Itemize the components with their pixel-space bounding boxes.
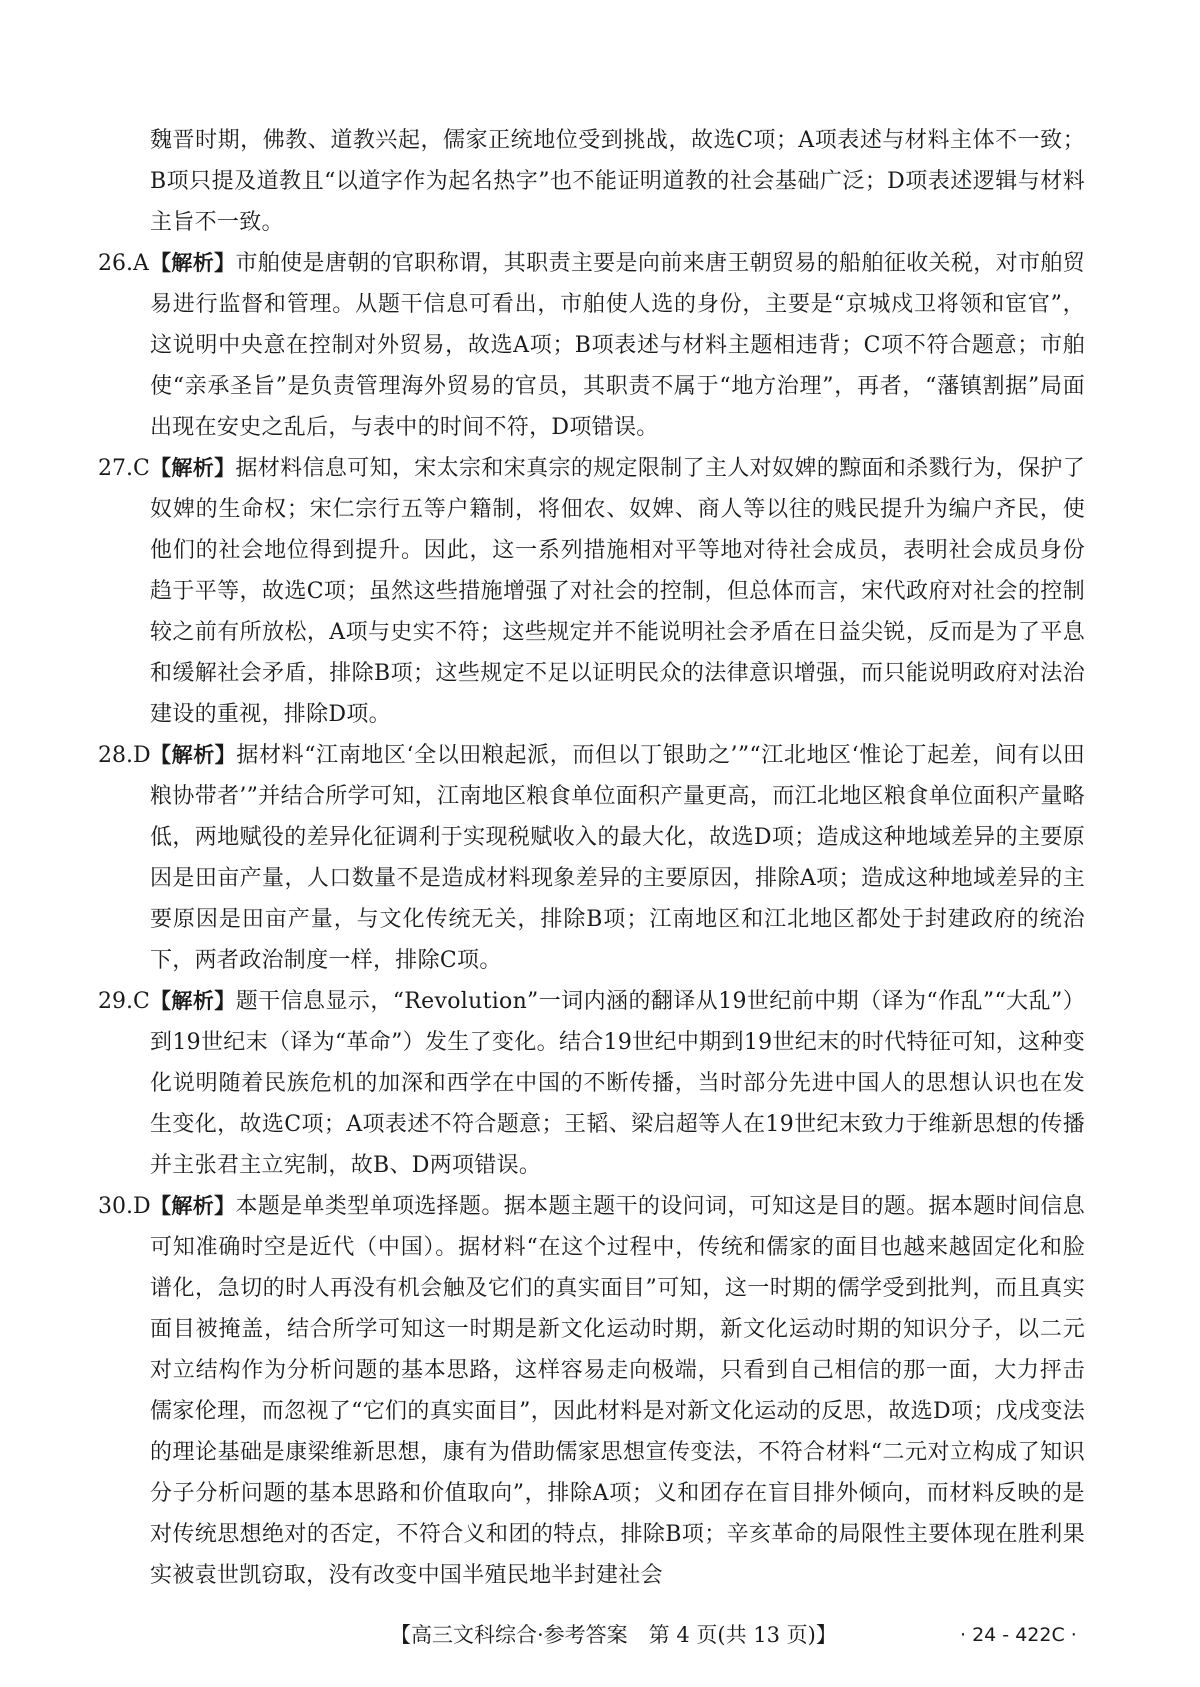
analysis-tag: 【解析】 — [150, 743, 237, 767]
answer-item-26 — [98, 243, 1085, 448]
item-text: 题干信息显示，“Revolution”一词内涵的翻译从19世纪前中期（译为“作乱”“大乱”）到19世纪末（译为“革命”）发生了变化。结合19世纪中期到19世纪末的时代特征可知，这种变化说明随着民族危机的加深和西学在中国的不断传播，当时部分先进中国人的思想认识也在发生变化，故选C项；A项表述不符合题意；王韬、梁启超等人在19世纪末致力于维新思想的传播并主张君主立宪制，故B、D两项错误。 — [150, 989, 1085, 1178]
analysis-tag: 【解析】 — [150, 1194, 236, 1218]
item-number: 30. — [98, 1194, 133, 1219]
analysis-tag: 【解析】 — [150, 251, 236, 275]
item-number: 28. — [98, 743, 133, 768]
analysis-tag: 【解析】 — [150, 456, 236, 480]
item-number: 29. — [98, 989, 133, 1014]
item-text: 据材料“江南地区‘全以田粮起派，而但以丁银助之’”“江北地区‘惟论丁起差，间有以田粮协带者’”并结合所学可知，江南地区粮食单位面积产量更高，而江北地区粮食单位面积产量略低，两地赋役的差异化征调利于实现税赋收入的最大化，故选D项；造成这种地域差异的主要原因是田亩产量，人口数量不是造成材料现象差异的主要原因，排除A项；造成这种地域差异的主要原因是田亩产量，与文化传统无关，排除B项；江南地区和江北地区都处于封建政府的统治下，两者政治制度一样，排除C项。 — [150, 743, 1085, 973]
answer-explanations — [98, 120, 1085, 1596]
answer-item-29 — [98, 981, 1085, 1186]
analysis-tag: 【解析】 — [150, 989, 236, 1013]
item-answer: A — [133, 251, 149, 276]
answer-item-28 — [98, 735, 1085, 981]
item-number: 26. — [98, 251, 133, 276]
answer-item-30 — [98, 1186, 1085, 1596]
page-footer — [0, 1615, 1200, 1655]
answer-item-27 — [98, 448, 1085, 735]
item-text: 本题是单类型单项选择题。据本题主题干的设问词，可知这是目的题。据本题时间信息可知准确时空是近代（中国）。据材料“在这个过程中，传统和儒家的面目也越来越固定化和脸谱化，急切的时人再没有机会触及它们的真实面目”可知，这一时期的儒学受到批判，而且真实面目被掩盖，结合所学可知这一时期是新文化运动时期，新文化运动时期的知识分子，以二元对立结构作为分析问题的基本思路，这样容易走向极端，只看到自己相信的那一面，大力抨击儒家伦理，而忽视了“它们的真实面目”，因此材料是对新文化运动的反思，故选D项；戊戌变法的理论基础是康梁维新思想，康有为借助儒家思想宣传变法，不符合材料“二元对立构成了知识分子分析问题的基本思路和价值取向”，排除A项；义和团存在盲目排外倾向，而材料反映的是对传统思想绝对的否定，不符合义和团的特点，排除B项；辛亥革命的局限性主要体现在胜利果实被袁世凯窃取，没有改变中国半殖民地半封建社会 — [150, 1194, 1085, 1588]
footer-page-info: 【高三文科综合·参考答案 第 4 页(共 13 页)】 — [390, 1623, 837, 1647]
item-answer: D — [133, 743, 151, 768]
item-answer: D — [133, 1194, 151, 1219]
item-text: 据材料信息可知，宋太宗和宋真宗的规定限制了主人对奴婢的黥面和杀戮行为，保护了奴婢的生命权；宋仁宗行五等户籍制，将佃农、奴婢、商人等以往的贱民提升为编户齐民，使他们的社会地位得到提升。因此，这一系列措施相对平等地对待社会成员，表明社会成员身份趋于平等，故选C项；虽然这些措施增强了对社会的控制，但总体而言，宋代政府对社会的控制较之前有所放松，A项与史实不符；这些规定并不能说明社会矛盾在日益尖锐，反而是为了平息和缓解社会矛盾，排除B项；这些规定不足以证明民众的法律意识增强，而只能说明政府对法治建设的重视，排除D项。 — [150, 456, 1085, 727]
footer-doc-code: · 24 - 422C · — [960, 1624, 1077, 1646]
item-text: 市舶使是唐朝的官职称谓，其职责主要是向前来唐王朝贸易的船舶征收关税，对市舶贸易进行监督和管理。从题干信息可看出，市舶使人选的身份，主要是“京城戍卫将领和宦官”，这说明中央意在控制对外贸易，故选A项；B项表述与材料主题相违背；C项不符合题意；市舶使“亲承圣旨”是负责管理海外贸易的官员，其职责不属于“地方治理”，再者，“藩镇割据”局面出现在安史之乱后，与表中的时间不符，D项错误。 — [150, 251, 1085, 440]
item-answer: C — [133, 989, 150, 1014]
item-number: 27. — [98, 456, 133, 481]
item-answer: C — [133, 456, 150, 481]
intro-paragraph: 魏晋时期，佛教、道教兴起，儒家正统地位受到挑战，故选C项；A项表述与材料主体不一致；B项只提及道教且“以道字作为起名热字”也不能证明道教的社会基础广泛；D项表述逻辑与材料主旨不一致。 — [150, 128, 1085, 235]
